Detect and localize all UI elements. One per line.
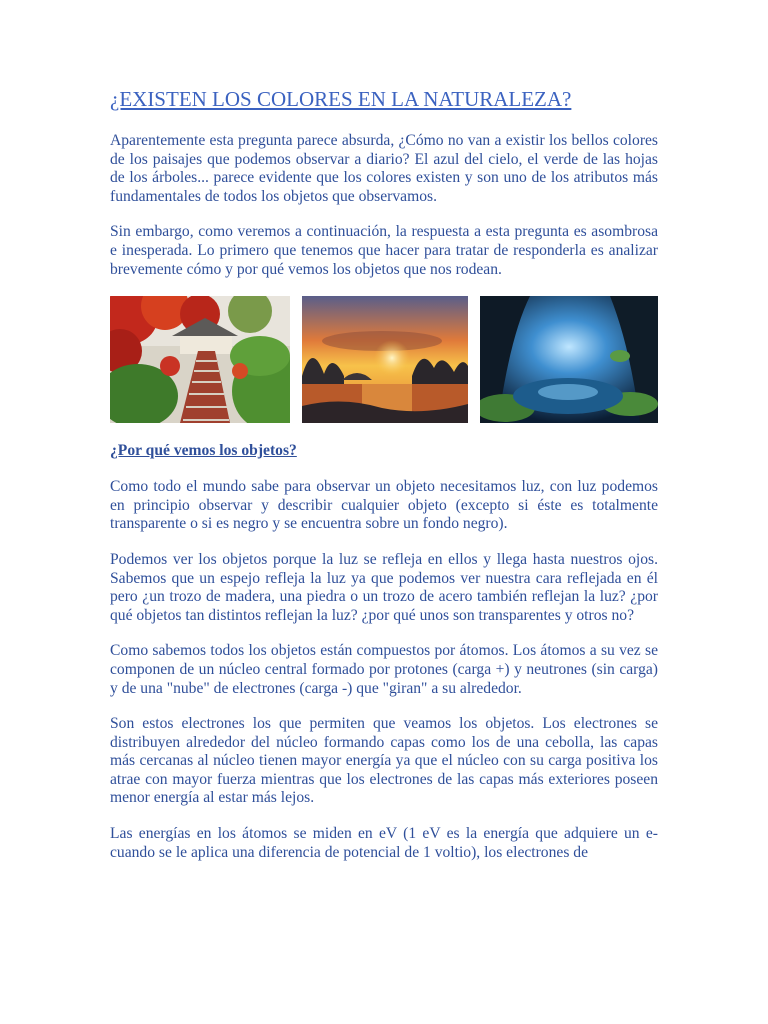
intro-paragraph-1: Aparentemente esta pregunta parece absurda, ¿Cómo no van a existir los bellos colores de los paisajes que podemos observar a diario? El azul del cielo, el verde de las hojas de los árboles... parece evidente que los colores existen y son uno de los atributos más fundamentales de todos los objetos que observamos.	[110, 132, 658, 205]
blue-cave-image	[480, 296, 658, 423]
section-paragraph-2: Podemos ver los objetos porque la luz se refleja en ellos y llega hasta nuestros ojos. Sabemos que un espejo refleja la luz ya que podemos ver nuestra cara reflejada en él pero ¿un trozo de madera, una piedra o un trozo de acero también reflejan la luz? ¿por qué objetos tan distintos reflejan la luz? ¿por qué unos son transparentes y otros no?	[110, 550, 658, 624]
section-paragraph-5: Las energías en los átomos se miden en eV (1 eV es la energía que adquiere un e- cuando se le aplica una diferencia de potencial de 1 voltio), los electrones de	[110, 825, 658, 861]
document-page	[110, 86, 658, 879]
section-title: ¿Por qué vemos los objetos?	[110, 442, 297, 460]
autumn-garden-image	[110, 296, 290, 423]
section-paragraph-3: Como sabemos todos los objetos están compuestos por átomos. Los átomos a su vez se componen de un núcleo central formado por protones (carga +) y neutrones (sin carga) y de una "nube" de electrones (carga -) que "giran" a su alrededor.	[110, 642, 658, 697]
intro-paragraph-2: Sin embargo, como veremos a continuación, la respuesta a esta pregunta es asombrosa e inesperada. Lo primero que tenemos que hacer para tratar de responderla es analizar brevemente cómo y por qué vemos los objetos que nos rodean.	[110, 223, 658, 278]
section-paragraph-1: Como todo el mundo sabe para observar un objeto necesitamos luz, con luz podemos en principio observar y describir cualquier objeto (excepto si éste es totalmente transparente o si es negro y se encuentra sobre un fondo negro).	[110, 478, 658, 533]
sunset-lake-image	[302, 296, 468, 423]
image-row	[110, 296, 658, 423]
section-paragraph-4: Son estos electrones los que permiten que veamos los objetos. Los electrones se distribuyen alrededor del núcleo formando capas como los de una cebolla, las capas más cercanas al núcleo tienen mayor energía ya que el núcleo con su carga positiva los atrae con mayor fuerza mientras que los electrones de las capas más exteriores poseen menor energía al estar más lejos.	[110, 715, 658, 807]
page-title: ¿EXISTEN LOS COLORES EN LA NATURALEZA?	[110, 87, 572, 111]
